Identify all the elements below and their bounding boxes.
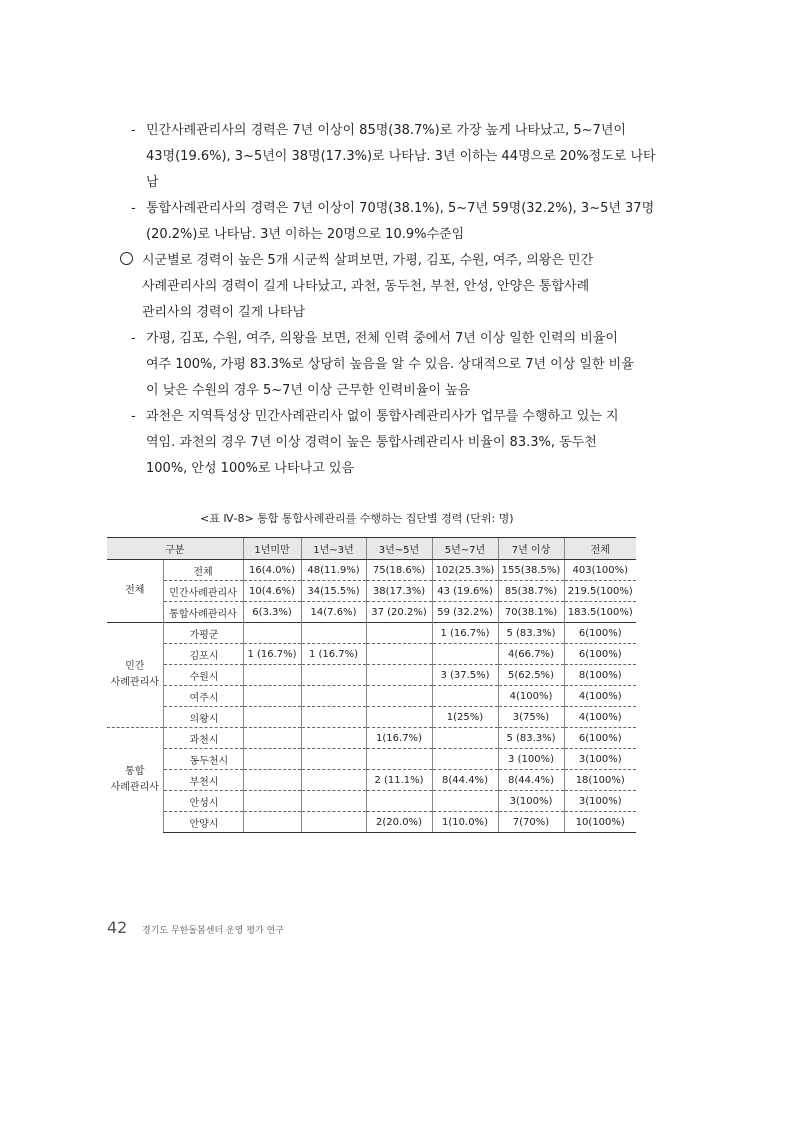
table-cell: 102(25.3%) (432, 560, 498, 581)
body-line: 민간사례관리사의 경력은 7년 이상이 85명(38.7%)로 가장 높게 나타났고, 5~7년이 (146, 123, 626, 138)
row-label: 과천시 (163, 728, 243, 749)
table-cell: 10(100%) (564, 812, 636, 833)
table-header-row (107, 538, 636, 560)
table-cell: 6(100%) (564, 623, 636, 644)
row-label: 수원시 (163, 665, 243, 686)
table-cell (432, 749, 498, 770)
table-row (107, 644, 636, 665)
row-label: 의왕시 (163, 707, 243, 728)
body-line: 시군별로 경력이 높은 5개 시군씩 살펴보면, 가평, 김포, 수원, 여주, 의왕은 민간 (142, 253, 594, 268)
table-cell: 155(38.5%) (498, 560, 564, 581)
table-cell: 8(44.4%) (432, 770, 498, 791)
table-cell: 4(66.7%) (498, 644, 564, 665)
table-cell (243, 707, 301, 728)
body-line: 관리사의 경력이 길게 나타남 (142, 305, 306, 320)
table-cell (301, 770, 366, 791)
bullet-dash: - (131, 409, 136, 424)
table-row (107, 749, 636, 770)
table-cell: 85(38.7%) (498, 581, 564, 602)
table-cell: 3 (100%) (498, 749, 564, 770)
header-col: 1년미만 (243, 538, 301, 560)
table-cell: 8(100%) (564, 665, 636, 686)
table-cell (432, 791, 498, 812)
body-line: 100%, 안성 100%로 나타나고 있음 (146, 461, 355, 476)
table-caption: <표 Ⅳ-8> 통합 통합사례관리를 수행하는 집단별 경력 (단위: 명) (200, 512, 514, 525)
table-cell: 48(11.9%) (301, 560, 366, 581)
table-cell (243, 686, 301, 707)
table-cell (432, 728, 498, 749)
table-cell: 2(20.0%) (366, 812, 432, 833)
table-cell: 7(70%) (498, 812, 564, 833)
table-row (107, 707, 636, 728)
table-cell: 3 (37.5%) (432, 665, 498, 686)
table-cell: 4(100%) (564, 686, 636, 707)
table-cell: 5 (83.3%) (498, 728, 564, 749)
table-cell (366, 665, 432, 686)
bullet-dash: - (131, 331, 136, 346)
group-label: 민간 사례관리사 (107, 623, 163, 728)
row-label: 여주시 (163, 686, 243, 707)
table-cell: 34(15.5%) (301, 581, 366, 602)
table-cell (243, 791, 301, 812)
body-line: 남 (146, 175, 159, 190)
table-row (107, 560, 636, 581)
table-cell (366, 707, 432, 728)
body-line (131, 404, 136, 430)
table-cell: 38(17.3%) (366, 581, 432, 602)
row-label: 전체 (163, 560, 243, 581)
table-cell (301, 665, 366, 686)
table-row (107, 791, 636, 812)
table-row (107, 728, 636, 749)
row-label: 안성시 (163, 791, 243, 812)
table-cell (366, 644, 432, 665)
table-cell: 10(4.6%) (243, 581, 301, 602)
row-label: 동두천시 (163, 749, 243, 770)
table-cell: 3(100%) (498, 791, 564, 812)
table-cell: 8(44.4%) (498, 770, 564, 791)
table-cell: 14(7.6%) (301, 602, 366, 623)
table-cell (301, 623, 366, 644)
bullet-dash: - (131, 201, 136, 216)
table-cell: 3(75%) (498, 707, 564, 728)
table-cell: 1(10.0%) (432, 812, 498, 833)
table-cell: 3(100%) (564, 791, 636, 812)
table-cell: 1 (16.7%) (301, 644, 366, 665)
table-row (107, 770, 636, 791)
table-cell: 219.5(100%) (564, 581, 636, 602)
table-cell: 4(100%) (498, 686, 564, 707)
table-cell: 183.5(100%) (564, 602, 636, 623)
table-cell: 3(100%) (564, 749, 636, 770)
table-cell: 70(38.1%) (498, 602, 564, 623)
row-label: 민간사례관리사 (163, 581, 243, 602)
body-line (131, 196, 136, 222)
body-line: 역임. 과천의 경우 7년 이상 경력이 높은 통합사례관리사 비율이 83.3%, 동두천 (146, 435, 597, 450)
table-cell: 1(25%) (432, 707, 498, 728)
body-line: 사례관리사의 경력이 길게 나타났고, 과천, 동두천, 부천, 안성, 안양은 통합사례 (142, 279, 590, 294)
row-label: 안양시 (163, 812, 243, 833)
table-cell (366, 791, 432, 812)
table-row (107, 665, 636, 686)
running-title: 경기도 무한돌봄센터 운영 평가 연구 (142, 926, 284, 936)
table-cell (366, 749, 432, 770)
bullet-circle (120, 252, 133, 265)
table-cell (301, 707, 366, 728)
table-cell (301, 749, 366, 770)
header-col: 7년 이상 (498, 538, 564, 560)
body-line: 43명(19.6%), 3~5년이 38명(17.3%)로 나타남. 3년 이하는 44명으로 20%정도로 나타 (146, 149, 656, 164)
table-cell (366, 686, 432, 707)
table-cell (432, 644, 498, 665)
table-row (107, 623, 636, 644)
row-label: 김포시 (163, 644, 243, 665)
body-line: 가평, 김포, 수원, 여주, 의왕을 보면, 전체 인력 중에서 7년 이상 일한 인력의 비율이 (146, 331, 618, 346)
table-cell: 6(100%) (564, 728, 636, 749)
table-row (107, 812, 636, 833)
table-body (107, 560, 636, 833)
table-cell (243, 770, 301, 791)
header-col: 3년~5년 (366, 538, 432, 560)
table-cell: 1(16.7%) (366, 728, 432, 749)
table-row (107, 602, 636, 623)
header-col: 1년~3년 (301, 538, 366, 560)
table-cell (301, 728, 366, 749)
table-cell: 75(18.6%) (366, 560, 432, 581)
group-label: 전체 (125, 585, 145, 596)
table-cell (301, 686, 366, 707)
table-cell: 16(4.0%) (243, 560, 301, 581)
table-cell (301, 791, 366, 812)
table-cell: 4(100%) (564, 707, 636, 728)
table-row (107, 686, 636, 707)
table-cell (366, 623, 432, 644)
table-row (107, 581, 636, 602)
table-cell (243, 728, 301, 749)
table-cell (243, 812, 301, 833)
table-cell: 59 (32.2%) (432, 602, 498, 623)
bullet-dash: - (131, 123, 136, 138)
body-line: 과천은 지역특성상 민간사례관리사 없이 통합사례관리사가 업무를 수행하고 있는 지 (146, 409, 619, 424)
table-cell: 6(100%) (564, 644, 636, 665)
body-line: 여주 100%, 가평 83.3%로 상당히 높음을 알 수 있음. 상대적으로 7년 이상 일한 비율 (146, 357, 634, 372)
body-line: (20.2%)로 나타남. 3년 이하는 20명으로 10.9%수준임 (146, 227, 465, 242)
table-cell: 5(62.5%) (498, 665, 564, 686)
table-cell: 1 (16.7%) (243, 644, 301, 665)
table-cell: 1 (16.7%) (432, 623, 498, 644)
table-cell: 18(100%) (564, 770, 636, 791)
table-cell: 2 (11.1%) (366, 770, 432, 791)
table-cell: 403(100%) (564, 560, 636, 581)
table-cell: 43 (19.6%) (432, 581, 498, 602)
body-line: 통합사례관리사의 경력은 7년 이상이 70명(38.1%), 5~7년 59명(32.2%), 3~5년 37명 (146, 201, 655, 216)
body-line (131, 326, 136, 352)
header-group: 구분 (107, 538, 243, 560)
table-cell: 6(3.3%) (243, 602, 301, 623)
table-cell (301, 812, 366, 833)
table-cell: 5 (83.3%) (498, 623, 564, 644)
row-label: 통합사례관리사 (163, 602, 243, 623)
group-label: 통합 사례관리사 (107, 728, 163, 833)
page-number: 42 (107, 918, 128, 937)
header-col: 전체 (564, 538, 636, 560)
table-cell (243, 749, 301, 770)
row-label: 부천시 (163, 770, 243, 791)
career-table (107, 537, 636, 833)
row-label: 가평군 (163, 623, 243, 644)
header-col: 5년~7년 (432, 538, 498, 560)
body-line (131, 118, 136, 144)
table-cell (243, 623, 301, 644)
table-cell (243, 665, 301, 686)
body-line: 이 낮은 수원의 경우 5~7년 이상 근무한 인력비율이 높음 (146, 383, 471, 398)
table-cell (432, 686, 498, 707)
table-cell: 37 (20.2%) (366, 602, 432, 623)
